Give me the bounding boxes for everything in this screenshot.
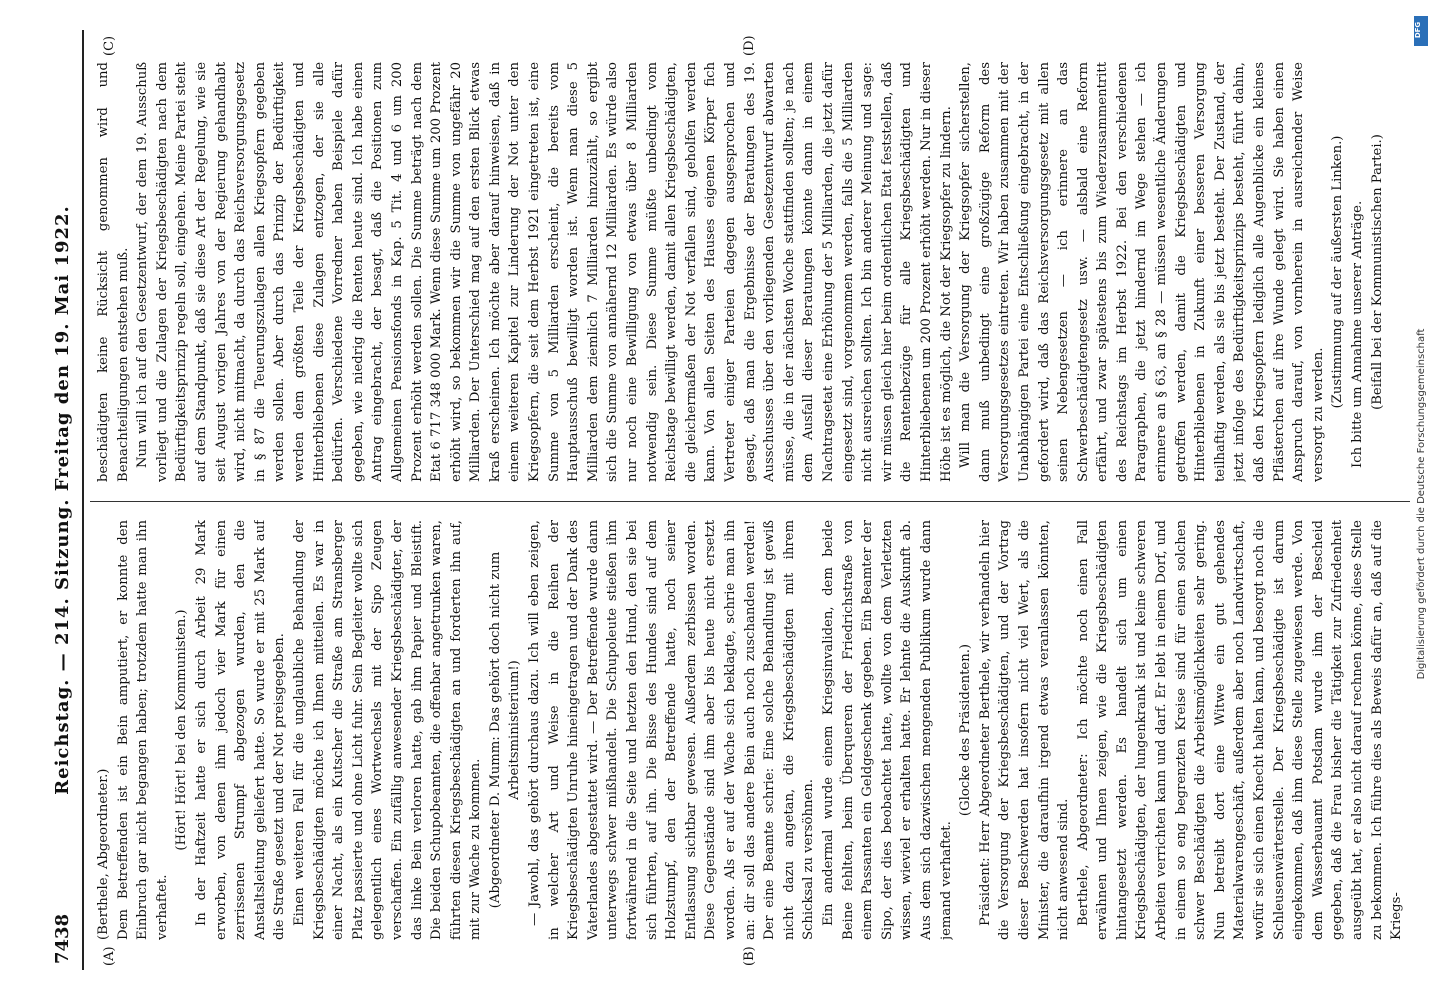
- marker-c: (C): [102, 35, 117, 56]
- funding-note: Digitalisierung gefördert durch die Deutsche Forschungsgemeinschaft: [1416, 328, 1427, 680]
- paragraph: — Jawohl, das gehört durchaus dazu. Ich will eben zeigen, in welcher Art und Weise in die Reihen der Kriegsbeschädigten Unruhe hineingetragen und der Dank des Vaterlandes abgestattet wird. — Der Betreffende wurde dann unterwegs schwer mißhandelt. Die Schupoleute stießen ihm fortwährend in die Seite und hetzten den Hund, den sie bei sich führten, auf ihn. Die Bisse des Hundes sind auf dem Holzstumpf, den der Betreffende hatte, noch seiner Entlassung sichtbar gewesen. Außerdem zerbissen worden. Diese Gegenstände sind ihm aber bis heute nicht ersetzt worden. Als er auf der Wache sich beklagte, schrie man ihn an: dir soll das andere Bein auch noch zuschanden werden! Der eine Beamte schrie: Eine solche Behandlung ist gewiß nicht dazu angetan, die Kriegsbeschädigten mit ihrem Schicksal zu versöhnen.: [527, 520, 817, 940]
- marker-d: (D): [742, 35, 757, 56]
- left-column: [94, 520, 1414, 940]
- dfg-logo-icon: DFG: [1414, 16, 1428, 46]
- paragraph: Ein andermal wurde einem Kriegsinvaliden, dem beide Beine fehlten, beim Überqueren der Friedrichstraße von einem Passanten ein Geldgeschenk gegeben. Ein Beamter der Sipo, der dies beobachtet hatte, wollte von dem Verletzten wissen, wieviel er erhalten hatte. Er lehnte die Auskunft ab. Aus dem sich dazwischen mengenden Publikum wurde dann jemand verhaftet.: [820, 520, 954, 940]
- interjection: (Beifall bei der Kommunistischen Partei.): [1369, 134, 1385, 410]
- paragraph: Ich bitte um Annahme unserer Anträge.: [1350, 200, 1365, 468]
- paragraph: In der Haftzeit hatte er sich durch Arbeit 29 Mark erworben, von denen ihm jedoch vier Mark für einen zerrissenen Strumpf abgezogen wurden, den die Anstaltsleitung geliefert hatte. So wurde er mit 25 Mark auf die Straße gesetzt und der Not preisgegeben.: [193, 520, 288, 940]
- page-number: 7438: [52, 913, 73, 964]
- paragraph: Will man die Versorgung der Kriegsopfer sicherstellen, dann muß unbedingt eine großzügige Reform des Versorgungsgesetzes eintreten. Wir haben zusammen mit der Unabhängigen Partei eine Entschließung eingebracht, in der gefordert wird, daß das Reichsversorgungsgesetz mit allen seinen Nebengesetzen — ich erinnere an das Schwerbeschädigtengesetz usw. — alsbald eine Reform erfährt, und zwar spätestens bis zum Wiederzusammentritt des Reichstags im Herbst 1922. Bei den verschiedenen Paragraphen, die jetzt hindernd im Wege stehen — ich erinnere an § 63, an § 28 — müssen wesentliche Änderungen getroffen werden, damit die Kriegsbeschädigten und Hinterbliebenen in Zukunft einer besseren Versorgung teilhaftig werden, als sie bis jetzt besteht. Der Zustand, der jetzt infolge des Bedürftigkeitsprinzips besteht, führt dahin, daß den Kriegsopfern lediglich alle Augenblicke ein kleines Pflästerchen auf ihre Wunde gelegt wird. Sie haben einen Anspruch darauf, von vornherein in ausreichender Weise versorgt zu werden.: [958, 62, 1326, 482]
- marker-a: (A): [102, 946, 117, 966]
- newspaper-page: [42, 30, 1422, 970]
- page-title: Reichstag. — 214. Sitzung. Freitag den 19. Mai 1922.: [52, 205, 73, 795]
- interjection: (Hört! Hört! bei den Kommunisten.): [174, 609, 190, 851]
- interjection: (Zustimmung auf der äußersten Linken.): [1330, 135, 1346, 409]
- paragraph: Einen weiteren Fall für die unglaubliche Behandlung der Kriegsbeschädigten möchte ich Ihnen mitteilen. Es war in einer Nacht, als ein Kutscher die Straße am Stransberger Platz passierte und ohne Licht fuhr. Sein Begleiter wollte sich gelegentlich eines Wortwechsels mit der Sipo Zeugen verschaffen. Ein zufällig anwesender Kriegsbeschädigter, der das linke Bein verloren hatte, gab ihm Papier und Bleistift. Die beiden Schupobeamten, die offenbar angetrunken waren, führten diesen Kriegsbeschädigten an und forderten ihn auf, mit zur Wache zu kommen.: [291, 520, 484, 940]
- paragraph: beschädigten keine Rücksicht genommen wird und Benachteiligungen entstehen muß.: [96, 62, 131, 482]
- paragraph: (Berthele, Abgeordneter.): [96, 768, 111, 940]
- page-header: [42, 30, 84, 970]
- column-divider: [90, 501, 1410, 502]
- interjection: (Glocke des Präsidenten.): [958, 643, 974, 817]
- right-column: [94, 62, 1414, 482]
- marker-b: (B): [742, 946, 757, 966]
- dfg-stamp: [1412, 8, 1430, 992]
- speaker-paragraph: Präsident: Herr Abgeordneter Berthele, wir verhandeln hier die Versorgung der Kriegsbeschädigten, und der Vortrag dieser Beschwerden hat insofern nicht viel Wert, als die Minister, die daraufhin irgend etwas veranlassen könnten, nicht anwesend sind.: [977, 520, 1072, 940]
- paragraph: Dem Betreffenden ist ein Bein amputiert, er konnte den Einbruch gar nicht begangen haben; trotzdem hatte man ihn verhaftet.: [115, 520, 170, 940]
- speaker-paragraph: Berthele, Abgeordneter: Ich möchte noch einen Fall erwähnen und Ihnen zeigen, wie die Kriegsbeschädigten hintangesetzt werden. Es handelt sich um einen Kriegsbeschädigten, der lungenkrank ist und keine schweren Arbeiten verrichten kann und darf. Er lebt in einem Dorf, und in einem so eng begrenzten Kreise sind für einen solchen schwer Beschädigten die Arbeitsmöglichkeiten sehr gering. Nun betreibt dort eine Witwe ein gut gehendes Materialwarengeschäft, außerdem aber noch Landwirtschaft, wofür sie sich einen Knecht halten kann, und besorgt noch die Schleusenwärterstelle. Der Kriegsbeschädigte ist darum eingekommen, daß ihm diese Stelle zugewiesen werde. Von dem Wasserbauamt Potsdam wurde ihm der Bescheid gegeben, daß die Frau bisher die Tätigkeit zur Zufriedenheit ausgeübt hat, er also nicht darauf rechnen könne, diese Stelle zu bekommen. Ich führe dies als Beweis dafür an, daß auf die Kriegs-: [1075, 520, 1405, 940]
- interjection: (Abgeordneter D. Mumm: Das gehört doch nicht zum Arbeitsministerium!): [487, 551, 523, 909]
- paragraph: Nun will ich auf den Gesetzentwurf, der dem 19. Ausschuß vorliegt und die Zulagen der Kriegsbeschädigten nach dem Bedürftigkeitsprinzip regeln soll, eingehen. Meine Partei steht auf dem Standpunkt, daß sie diese Art der Regelung, wie sie seit August vorigen Jahres von der Regierung gehandhabt wird, nicht mitmacht, da durch das Reichsversorgungsgesetz in § 87 die Teuerungszulagen allen Kriegsopfern gegeben werden sollen. Aber durch das Prinzip der Bedürftigkeit werden dem größten Teile der Kriegsbeschädigten und Hinterbliebenen diese Zulagen entzogen, der sie alle bedürfen. Verschiedene Vorredner haben Beispiele dafür gegeben, wie niedrig die Renten heute sind. Ich habe einen Antrag eingebracht, der besagt, daß die Positionen zum Allgemeinen Pensionsfonds in Kap. 5 Tit. 4 und 6 um 200 Prozent erhöht werden sollen. Die Summe beträgt nach dem Etat 6 717 348 000 Mark. Wenn diese Summe um 200 Prozent erhöht wird, so bekommen wir die Summe von ungefähr 20 Milliarden. Der Unterschied mag auf den ersten Blick etwas kraß erscheinen. Ich möchte aber darauf hinweisen, daß in einem weiteren Kapitel zur Linderung der Not unter den Kriegsopfern, die seit dem Herbst 1921 eingetreten ist, eine Summe von 5 Milliarden erscheint, die bereits vom Hauptausschuß bewilligt worden ist. Wenn man diese 5 Milliarden dem ziemlich 7 Milliarden hinzuzählt, so ergibt sich die Summe von annähernd 12 Milliarden. Es würde also nur noch eine Bewilligung von etwas über 8 Milliarden notwendig sein. Diese Summe müßte unbedingt vom Reichstage bewilligt werden, damit allen Kriegsbeschädigten, die gleichermaßen der Not verfallen sind, geholfen werden kann. Von allen Seiten des Hauses eigenen Körper fich Vertreter einiger Parteien dagegen ausgesprochen und gesagt, daß man die Ergebnisse der Beratungen des 19. Ausschusses über den vorliegenden Gesetzentwurf abwarten müsse, die in der nächsten Woche stattfinden sollten; je nach dem Ausfall dieser Beratungen könnte dann in einem Nachtragsetat eine Erhöhung der 5 Milliarden, die jetzt dafür eingesetzt sind, vorgenommen werden, falls die 5 Milliarden nicht ausreichen sollten. Ich bin anderer Meinung und sage: wir müssen gleich hier beim ordentlichen Etat feststellen, daß die Rentenbezüge für alle Kriegsbeschädigten und Hinterbliebenen um 200 Prozent erhöht werden. Nur in dieser Höhe ist es möglich, die Not der Kriegsopfer zu lindern.: [135, 62, 954, 482]
